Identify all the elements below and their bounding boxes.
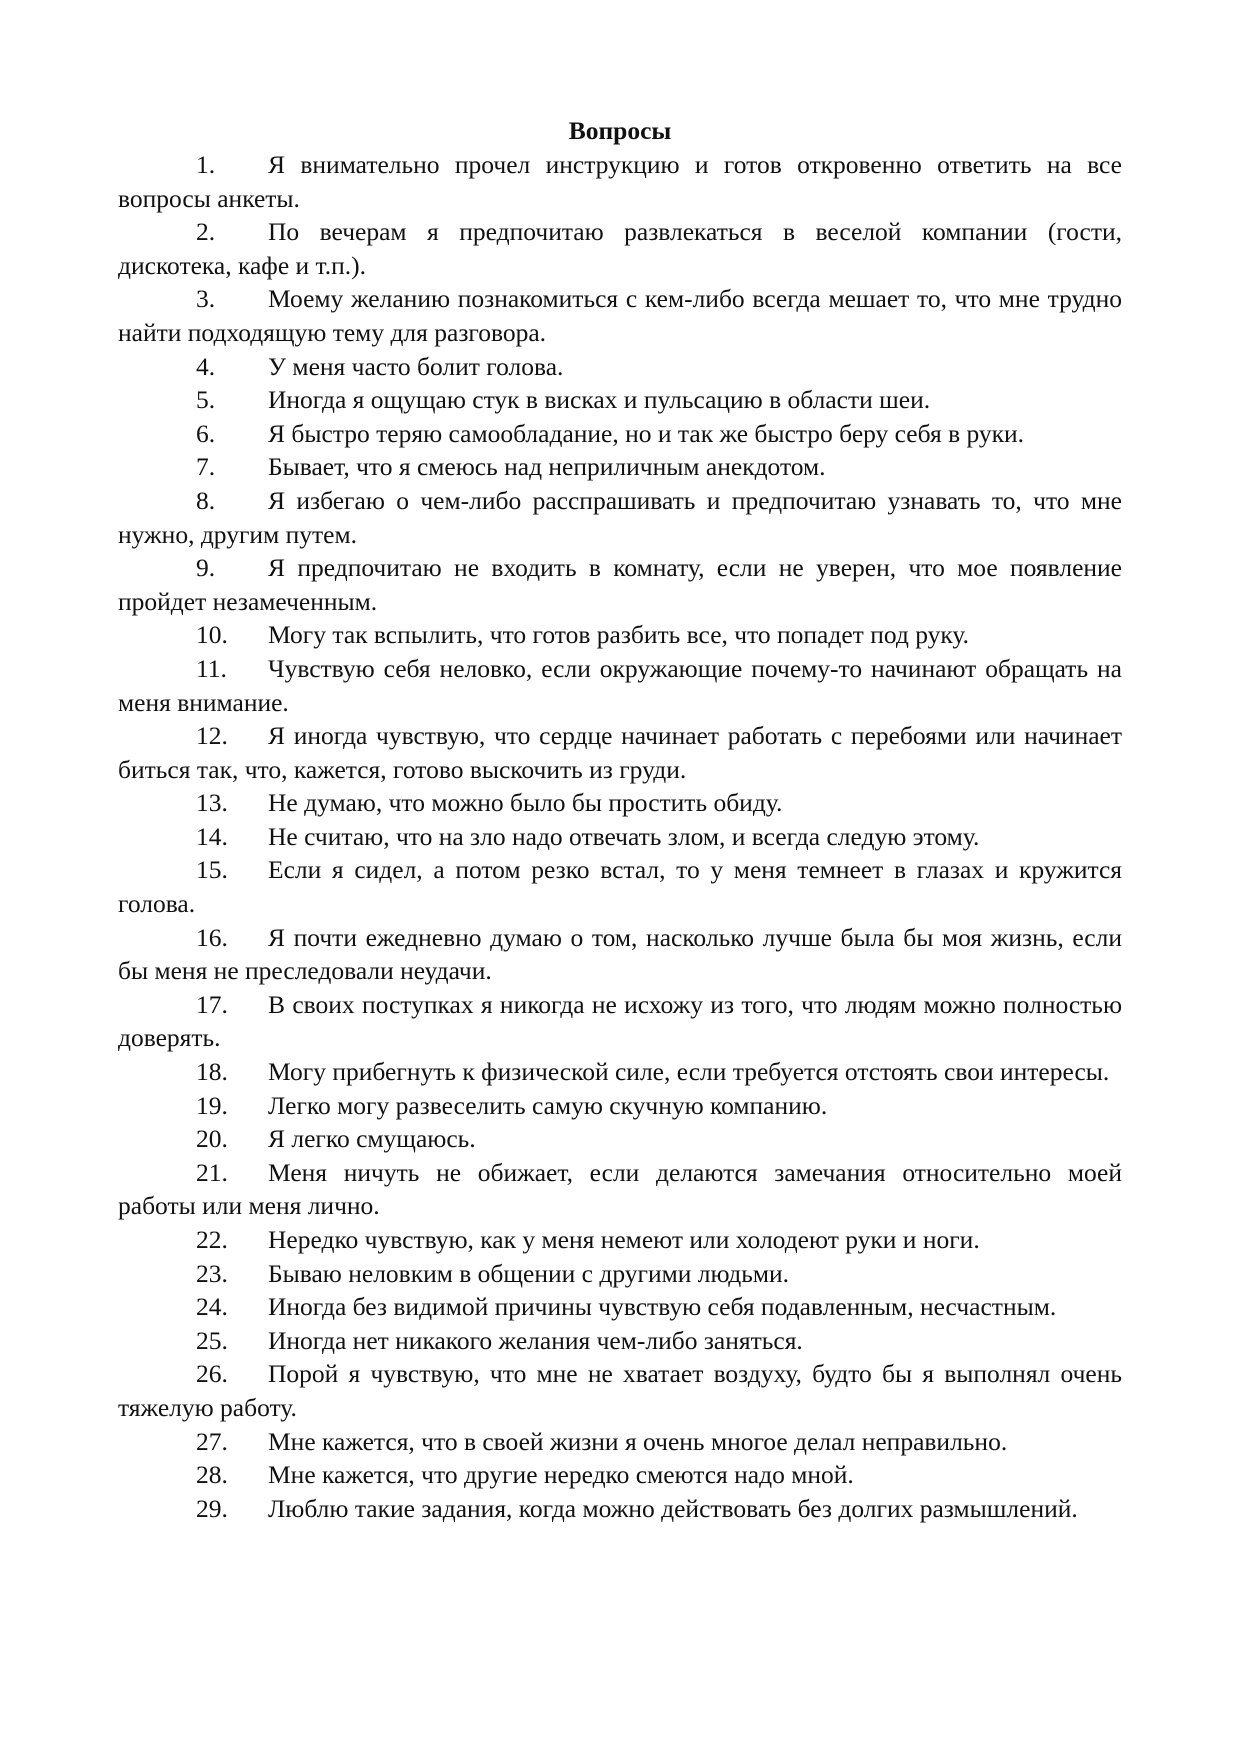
question-item: [118, 1492, 1122, 1526]
question-number: 17.: [196, 989, 228, 1019]
question-number: 20.: [196, 1124, 228, 1154]
question-item: [118, 450, 1122, 484]
question-number: 11.: [196, 653, 227, 683]
question-text: Порой я чувствую, что мне не хватает воздуху, будто бы я выполнял очень тяжелую работу.: [118, 1359, 1122, 1422]
question-item: [118, 1223, 1122, 1257]
question-number: 2.: [196, 217, 216, 247]
question-item: [118, 1156, 1122, 1223]
question-item: [118, 1257, 1122, 1291]
question-item: [118, 921, 1122, 988]
question-number: 7.: [196, 452, 216, 482]
question-number: 8.: [196, 485, 216, 515]
question-number: 23.: [196, 1258, 228, 1288]
questions-list: [118, 148, 1122, 1525]
question-text: Мне кажется, что другие нередко смеются надо мной.: [268, 1460, 854, 1490]
question-number: 24.: [196, 1292, 228, 1322]
document-page: [118, 114, 1122, 1525]
question-number: 3.: [196, 284, 216, 314]
question-text: У меня часто болит голова.: [268, 351, 564, 381]
question-item: [118, 417, 1122, 451]
question-text: Легко могу развеселить самую скучную компанию.: [268, 1090, 828, 1120]
question-number: 6.: [196, 418, 216, 448]
question-text: По вечерам я предпочитаю развлекаться в веселой компании (гости, дискотека, кафе и т.п.).: [118, 217, 1122, 280]
question-text: Иногда без видимой причины чувствую себя подавленным, несчастным.: [268, 1292, 1057, 1322]
question-text: Меня ничуть не обижает, если делаются замечания относительно моей работы или меня лично.: [118, 1157, 1122, 1221]
question-text: Если я сидел, а потом резко встал, то у меня темнеет в глазах и кружится голова.: [118, 855, 1122, 919]
question-item: [118, 1458, 1122, 1492]
question-item: [118, 551, 1122, 618]
question-item: [118, 719, 1122, 786]
question-number: 1.: [196, 150, 216, 179]
question-item: [118, 1357, 1122, 1424]
question-number: 12.: [196, 721, 228, 751]
question-item: [118, 383, 1122, 417]
question-text: В своих поступках я никогда не исхожу из того, что людям можно полностью доверять.: [118, 989, 1122, 1053]
question-item: [118, 1290, 1122, 1324]
question-number: 29.: [196, 1493, 228, 1523]
question-number: 15.: [196, 855, 228, 885]
question-text: Мне кажется, что в своей жизни я очень многое делал неправильно.: [268, 1426, 1008, 1456]
question-item: [118, 148, 1122, 215]
question-number: 9.: [196, 553, 216, 583]
question-item: [118, 988, 1122, 1055]
question-text: Я почти ежедневно думаю о том, насколько лучше была бы моя жизнь, если бы меня не преследовали неудачи.: [118, 922, 1122, 986]
question-number: 25.: [196, 1325, 228, 1355]
question-number: 28.: [196, 1460, 228, 1490]
question-text: Иногда нет никакого желания чем-либо заняться.: [268, 1325, 803, 1355]
question-number: 19.: [196, 1090, 228, 1120]
question-item: [118, 1055, 1122, 1089]
question-text: Я иногда чувствую, что сердце начинает работать с перебоями или начинает биться так, что, кажется, готово выскочить из груди.: [118, 721, 1122, 784]
question-item: [118, 484, 1122, 551]
question-item: [118, 853, 1122, 920]
question-text: Могу так вспылить, что готов разбить все, что попадет под руку.: [268, 620, 969, 650]
question-item: [118, 618, 1122, 652]
question-text: Нередко чувствую, как у меня немеют или холодеют руки и ноги.: [268, 1225, 980, 1254]
question-item: [118, 1324, 1122, 1358]
question-number: 16.: [196, 922, 228, 952]
question-item: [118, 282, 1122, 349]
question-text: Я предпочитаю не входить в комнату, если не уверен, что мое появление пройдет незамеченным.: [118, 553, 1122, 616]
question-number: 10.: [196, 620, 228, 650]
question-item: [118, 1089, 1122, 1123]
question-text: Чувствую себя неловко, если окружающие почему-то начинают обращать на меня внимание.: [118, 653, 1122, 717]
question-item: [118, 652, 1122, 719]
question-text: Я внимательно прочел инструкцию и готов откровенно ответить на все вопросы анкеты.: [118, 150, 1122, 213]
question-number: 22.: [196, 1225, 228, 1254]
question-text: Бываю неловким в общении с другими людьми.: [268, 1258, 789, 1288]
question-item: [118, 1122, 1122, 1156]
question-text: Иногда я ощущаю стук в висках и пульсацию в области шеи.: [268, 385, 931, 415]
question-item: [118, 350, 1122, 384]
question-text: Я быстро теряю самообладание, но и так же быстро беру себя в руки.: [268, 418, 1025, 448]
question-number: 27.: [196, 1426, 228, 1456]
question-item: [118, 786, 1122, 820]
question-item: [118, 215, 1122, 282]
page-title: Вопросы: [568, 116, 672, 145]
question-text: Я легко смущаюсь.: [268, 1124, 476, 1154]
question-number: 13.: [196, 788, 228, 818]
question-text: Не думаю, что можно было бы простить обиду.: [268, 788, 783, 818]
question-text: Я избегаю о чем-либо расспрашивать и предпочитаю узнавать то, что мне нужно, другим путем.: [118, 485, 1122, 549]
question-text: Люблю такие задания, когда можно действовать без долгих размышлений.: [268, 1493, 1078, 1523]
question-text: Моему желанию познакомиться с кем-либо всегда мешает то, что мне трудно найти подходящую тему для разговора.: [118, 284, 1122, 347]
question-number: 21.: [196, 1157, 228, 1187]
question-number: 14.: [196, 821, 228, 851]
question-item: [118, 1425, 1122, 1459]
question-number: 18.: [196, 1057, 228, 1087]
question-number: 4.: [196, 351, 216, 381]
question-text: Бывает, что я смеюсь над неприличным анекдотом.: [268, 452, 826, 482]
question-item: [118, 820, 1122, 854]
question-number: 5.: [196, 385, 216, 415]
question-number: 26.: [196, 1359, 228, 1389]
question-text: Могу прибегнуть к физической силе, если требуется отстоять свои интересы.: [268, 1057, 1110, 1087]
question-text: Не считаю, что на зло надо отвечать злом, и всегда следую этому.: [268, 821, 980, 851]
